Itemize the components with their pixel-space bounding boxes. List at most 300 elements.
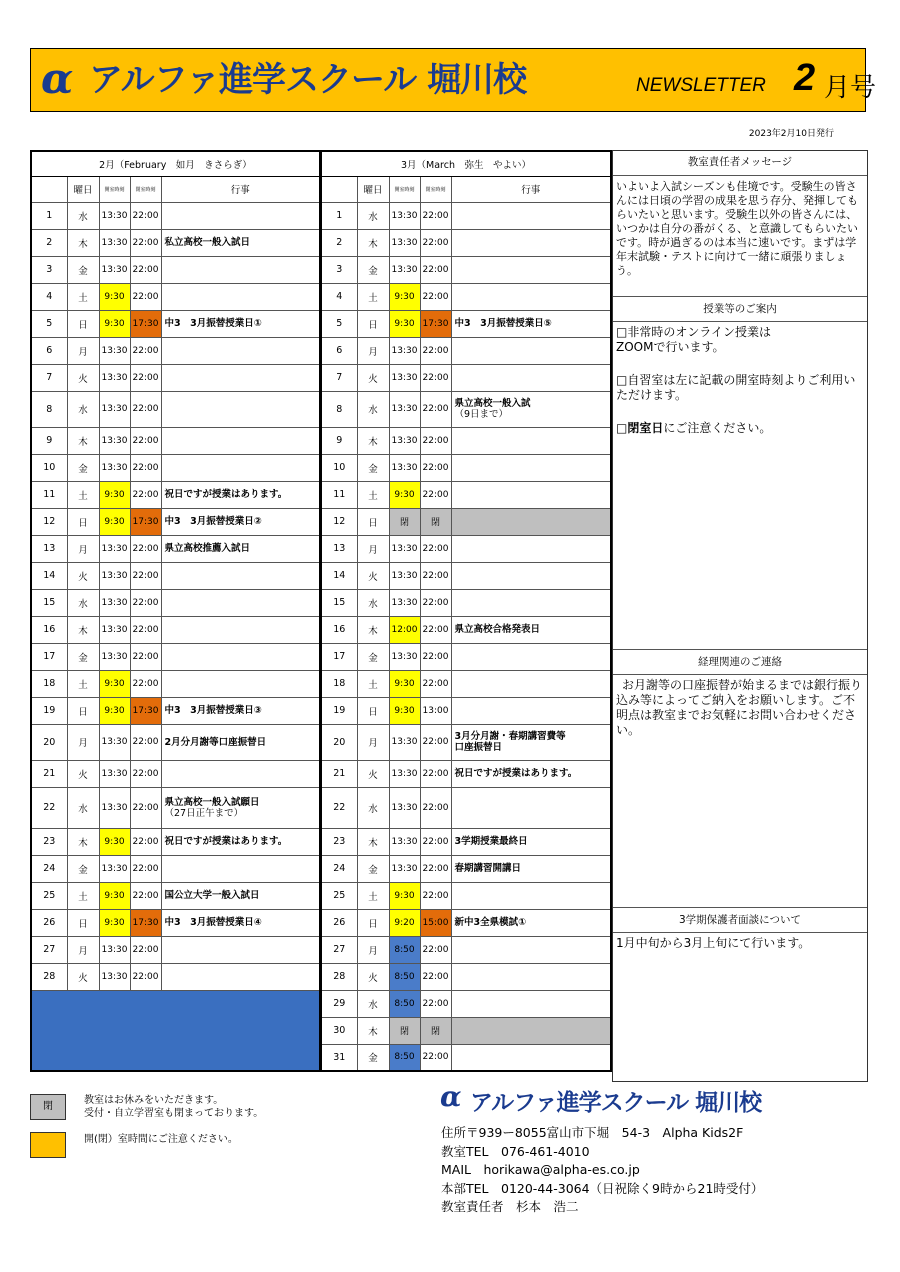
day-number: 8: [31, 391, 67, 427]
weekday: 火: [357, 562, 389, 589]
close-time: 15:00: [420, 909, 451, 936]
close-time: 22:00: [420, 787, 451, 828]
day-number: 3: [31, 256, 67, 283]
weekday: 木: [67, 229, 99, 256]
open-time: 13:30: [99, 616, 130, 643]
event-cell: [161, 697, 320, 724]
close-time: 22:00: [420, 454, 451, 481]
event-cell: [451, 508, 611, 535]
weekday: 水: [67, 589, 99, 616]
open-time: 13:30: [389, 337, 420, 364]
newsletter-suffix: 月号: [824, 73, 877, 103]
event-cell: [451, 310, 611, 337]
event-cell: [451, 481, 611, 508]
weekday: 日: [357, 697, 389, 724]
open-time: 13:30: [389, 229, 420, 256]
weekday: 金: [357, 256, 389, 283]
open-time: 13:30: [99, 202, 130, 229]
close-time-col-header: 閉室時刻: [420, 176, 451, 202]
calendar-row: [31, 229, 320, 256]
day-number: 16: [321, 616, 357, 643]
weekday: 金: [357, 643, 389, 670]
close-time: 22:00: [130, 936, 161, 963]
day-number: 17: [31, 643, 67, 670]
close-time: 閉: [420, 1017, 451, 1044]
weekday: 土: [357, 882, 389, 909]
close-time: 22:00: [420, 643, 451, 670]
day-number: 18: [321, 670, 357, 697]
weekday: 木: [357, 828, 389, 855]
calendar-row: [31, 391, 320, 427]
event-cell: [161, 364, 320, 391]
weekday: 木: [357, 229, 389, 256]
event-cell: [161, 481, 320, 508]
event-cell: [451, 990, 611, 1017]
event-cell: [451, 828, 611, 855]
weekday: 火: [67, 963, 99, 990]
legend-hours-text: 開(閉）室時間にご注意ください。: [84, 1134, 238, 1145]
close-time: 22:00: [420, 724, 451, 760]
calendar-row: [321, 202, 611, 229]
day-number: 20: [31, 724, 67, 760]
event-cell: [161, 562, 320, 589]
close-time: 22:00: [130, 454, 161, 481]
event-cell: [451, 256, 611, 283]
message-body: いよいよ入試シーズンも佳境です。受験生の皆さんには日頃の学習の成果を思う存分、発揮してもらいたいと思います。受験生以外の皆さんには、いつかは自分の番がくる、と意識してもらいたいです。時が過ぎるのは本当に速いです。まずは学年末試験・テストに向けて一緒に頑張りましょう。: [616, 180, 858, 277]
message-heading: 教室責任者メッセージ: [613, 150, 867, 176]
info-column: [612, 150, 868, 1082]
open-time: 13:30: [99, 337, 130, 364]
weekday: 木: [67, 828, 99, 855]
weekday: 金: [357, 1044, 389, 1071]
calendar-row: [31, 787, 320, 828]
close-time: 22:00: [130, 562, 161, 589]
empty-filler-row: [31, 990, 320, 1071]
weekday: 土: [357, 670, 389, 697]
day-number: 14: [321, 562, 357, 589]
meeting-body: 1月中旬から3月上旬にて行います。: [616, 936, 811, 950]
day-number: 27: [31, 936, 67, 963]
meeting-heading: 3学期保護者面談について: [613, 907, 867, 933]
open-time: 13:30: [99, 256, 130, 283]
close-time: 22:00: [420, 283, 451, 310]
weekday: 月: [357, 724, 389, 760]
weekday: 日: [67, 697, 99, 724]
calendar-row: [31, 427, 320, 454]
day-number: 23: [31, 828, 67, 855]
weekday: 金: [357, 855, 389, 882]
calendar-row: [31, 310, 320, 337]
event-cell: [451, 283, 611, 310]
event-cell: [451, 202, 611, 229]
day-number: 17: [321, 643, 357, 670]
weekday: 月: [67, 936, 99, 963]
event-cell: [161, 256, 320, 283]
event-text: 3学期授業最終日: [454, 836, 528, 847]
event-text: 国公立大学一般入試日: [164, 890, 260, 901]
close-time: 22:00: [130, 760, 161, 787]
event-cell: [161, 427, 320, 454]
calendar-row: [31, 364, 320, 391]
events-col-header: 行事: [161, 176, 320, 202]
day-number: 10: [31, 454, 67, 481]
weekday: 土: [67, 670, 99, 697]
close-time: 22:00: [420, 963, 451, 990]
event-cell: [161, 202, 320, 229]
event-cell: [451, 364, 611, 391]
event-cell: [161, 616, 320, 643]
close-time: 22:00: [420, 535, 451, 562]
day-number: 19: [31, 697, 67, 724]
calendar-row: [321, 364, 611, 391]
day-number: 6: [31, 337, 67, 364]
close-time: 22:00: [420, 828, 451, 855]
calendar-row: [321, 697, 611, 724]
issue-date: 2023年2月10日発行: [748, 129, 834, 139]
event-text: 県立高校合格発表日: [454, 624, 541, 635]
event-cell: [161, 454, 320, 481]
event-cell: [161, 787, 320, 828]
open-time: 13:30: [99, 855, 130, 882]
footer-alpha-mark: α: [440, 1080, 462, 1113]
weekday: 日: [67, 508, 99, 535]
close-time: 22:00: [420, 391, 451, 427]
event-cell: [451, 589, 611, 616]
day-number: 2: [321, 229, 357, 256]
calendar-row: [321, 283, 611, 310]
calendar-row: [321, 229, 611, 256]
event-cell: [161, 909, 320, 936]
day-number: 11: [31, 481, 67, 508]
event-subtext: 口座振替日: [454, 742, 503, 753]
weekday: 土: [357, 283, 389, 310]
weekday: 木: [357, 616, 389, 643]
calendar-row: [321, 391, 611, 427]
open-time: 9:30: [99, 828, 130, 855]
event-cell: [161, 283, 320, 310]
event-cell: [451, 909, 611, 936]
day-number: 26: [31, 909, 67, 936]
weekday: 金: [67, 454, 99, 481]
weekday: 木: [67, 427, 99, 454]
close-time: 22:00: [130, 202, 161, 229]
weekday: 金: [357, 454, 389, 481]
open-time: 9:30: [99, 670, 130, 697]
event-cell: [161, 310, 320, 337]
calendar-row: [321, 454, 611, 481]
legend-hours-swatch: [30, 1132, 66, 1158]
calendar-row: [31, 481, 320, 508]
close-time: 22:00: [130, 882, 161, 909]
open-time: 9:30: [389, 283, 420, 310]
event-cell: [451, 337, 611, 364]
weekday: 水: [67, 391, 99, 427]
event-text: 県立高校推薦入試日: [164, 543, 251, 554]
event-cell: [161, 508, 320, 535]
manager-line: 教室責任者 杉本 浩二: [441, 1199, 579, 1214]
calendar-row: [31, 643, 320, 670]
legend-closed-line2: 受付・自立学習室も閉まっております。: [84, 1108, 264, 1119]
open-time: 閉: [389, 1017, 420, 1044]
open-time: 13:30: [389, 364, 420, 391]
day-number: 3: [321, 256, 357, 283]
weekday-col-header: 曜日: [67, 176, 99, 202]
newsletter-month: 2: [794, 57, 816, 99]
accounting-body: お月謝等の口座振替が始まるまでは銀行振り込み等によってご納入をお願いします。ご不明点は教室までお気軽にお問い合わせください。: [616, 678, 863, 737]
day-number: 21: [31, 760, 67, 787]
open-time: 13:30: [99, 454, 130, 481]
day-number: 11: [321, 481, 357, 508]
weekday: 金: [67, 643, 99, 670]
close-time: 22:00: [420, 990, 451, 1017]
open-time: 13:30: [389, 855, 420, 882]
open-time: 13:30: [99, 963, 130, 990]
close-time: 閉: [420, 508, 451, 535]
tel-line: 教室TEL 076-461-4010: [441, 1143, 590, 1159]
open-time: 9:30: [99, 508, 130, 535]
calendar-row: [31, 936, 320, 963]
open-time: 13:30: [389, 202, 420, 229]
event-cell: [451, 963, 611, 990]
day-number: 30: [321, 1017, 357, 1044]
open-time: 9:30: [99, 481, 130, 508]
close-time: 22:00: [130, 589, 161, 616]
alpha-logo-mark: α: [41, 54, 74, 103]
weekday: 火: [357, 963, 389, 990]
calendar-row: [31, 855, 320, 882]
event-cell: [161, 760, 320, 787]
close-time: 22:00: [130, 535, 161, 562]
weekday: 土: [67, 882, 99, 909]
calendar-row: [31, 963, 320, 990]
event-cell: [451, 562, 611, 589]
weekday: 日: [67, 310, 99, 337]
calendar-row: [321, 909, 611, 936]
event-cell: [451, 936, 611, 963]
close-time: 22:00: [420, 562, 451, 589]
open-time: 13:30: [99, 724, 130, 760]
calendar-row: [321, 643, 611, 670]
calendar-row: [321, 787, 611, 828]
event-cell: [161, 963, 320, 990]
guide-item-closed-days: [616, 421, 863, 436]
open-time: 13:30: [389, 724, 420, 760]
calendar-row: [31, 724, 320, 760]
day-number: 26: [321, 909, 357, 936]
event-cell: [451, 670, 611, 697]
weekday: 月: [357, 936, 389, 963]
calendar-row: [31, 562, 320, 589]
open-time: 13:30: [99, 391, 130, 427]
day-col-header: [31, 176, 67, 202]
close-time: 22:00: [420, 337, 451, 364]
empty-filler-block: [31, 990, 320, 1071]
weekday: 月: [357, 337, 389, 364]
close-time: 22:00: [130, 616, 161, 643]
close-time: 22:00: [130, 427, 161, 454]
close-time: 22:00: [420, 760, 451, 787]
close-time: 22:00: [420, 855, 451, 882]
event-cell: [451, 855, 611, 882]
day-number: 28: [321, 963, 357, 990]
event-text: 中3 3月振替授業日③: [164, 705, 262, 716]
calendar-row: [31, 697, 320, 724]
calendar-row: [321, 882, 611, 909]
close-time: 22:00: [130, 670, 161, 697]
close-time: 22:00: [420, 616, 451, 643]
event-cell: [161, 229, 320, 256]
event-cell: [451, 616, 611, 643]
event-text: 私立高校一般入試日: [164, 237, 251, 248]
day-number: 9: [321, 427, 357, 454]
guide-item-online: □非常時のオンライン授業は ZOOMで行います。: [616, 325, 771, 354]
calendar-row: [31, 882, 320, 909]
close-time: 22:00: [420, 1044, 451, 1071]
calendar-row: [321, 616, 611, 643]
calendar-row: [31, 909, 320, 936]
event-cell: [161, 724, 320, 760]
event-cell: [451, 454, 611, 481]
close-time: 22:00: [420, 229, 451, 256]
newsletter-header: [30, 48, 877, 112]
weekday: 月: [67, 724, 99, 760]
mail-line: MAIL horikawa@alpha-es.co.jp: [441, 1162, 640, 1177]
event-cell: [451, 427, 611, 454]
open-time: 9:30: [99, 697, 130, 724]
weekday: 月: [67, 535, 99, 562]
open-time: 9:30: [99, 909, 130, 936]
day-number: 27: [321, 936, 357, 963]
calendar-row: [321, 310, 611, 337]
weekday: 水: [357, 990, 389, 1017]
open-time: 9:30: [99, 310, 130, 337]
weekday: 木: [67, 616, 99, 643]
event-cell: [161, 855, 320, 882]
day-number: 14: [31, 562, 67, 589]
contact-info: [441, 1124, 763, 1217]
day-number: 15: [31, 589, 67, 616]
event-text: 祝日ですが授業はあります。: [164, 489, 288, 500]
newsletter-label: [636, 57, 877, 103]
open-time: 9:30: [99, 283, 130, 310]
event-subtext: （9日まで）: [454, 409, 509, 420]
weekday: 日: [357, 909, 389, 936]
day-number: 25: [31, 882, 67, 909]
close-time: 22:00: [130, 963, 161, 990]
event-cell: [161, 882, 320, 909]
accounting-heading: 経理関連のご連絡: [613, 649, 867, 675]
open-time: 13:30: [389, 787, 420, 828]
day-number: 31: [321, 1044, 357, 1071]
event-text: 新中3全県模試①: [454, 917, 527, 928]
open-time: 8:50: [389, 990, 420, 1017]
guide-heading: 授業等のご案内: [613, 296, 867, 322]
event-cell: [451, 391, 611, 427]
open-time: 13:30: [389, 454, 420, 481]
event-cell: [161, 670, 320, 697]
close-time: 22:00: [130, 337, 161, 364]
open-time: 8:50: [389, 963, 420, 990]
open-time: 12:00: [389, 616, 420, 643]
day-number: 5: [31, 310, 67, 337]
calendar-row: [321, 562, 611, 589]
weekday: 火: [357, 364, 389, 391]
open-time: 9:20: [389, 909, 420, 936]
event-cell: [451, 1017, 611, 1044]
event-cell: [451, 882, 611, 909]
event-subtext: （27日正午まで）: [164, 807, 244, 819]
day-number: 1: [31, 202, 67, 229]
february-title: 2月（February 如月 きさらぎ）: [31, 151, 320, 176]
day-number: 6: [321, 337, 357, 364]
calendar-row: [31, 454, 320, 481]
event-cell: [161, 589, 320, 616]
day-number: 23: [321, 828, 357, 855]
events-col-header: 行事: [451, 176, 611, 202]
weekday: 水: [67, 787, 99, 828]
day-number: 29: [321, 990, 357, 1017]
open-time: 13:30: [99, 936, 130, 963]
weekday: 日: [357, 310, 389, 337]
calendar-row: [321, 1044, 611, 1071]
calendar-row: [31, 256, 320, 283]
event-cell: [161, 337, 320, 364]
checkbox-glyph: □: [616, 421, 628, 435]
guide-item-closed-days-text: にご注意ください。: [663, 421, 772, 435]
close-time: 22:00: [130, 828, 161, 855]
event-text: 春期講習開講日: [454, 863, 522, 874]
event-text: 祝日ですが授業はあります。: [454, 768, 578, 779]
open-time: 13:30: [389, 535, 420, 562]
calendar-row: [31, 589, 320, 616]
day-number: 4: [321, 283, 357, 310]
close-time: 17:30: [130, 697, 161, 724]
close-time: 17:30: [130, 310, 161, 337]
day-number: 24: [31, 855, 67, 882]
weekday: 水: [67, 202, 99, 229]
close-time: 22:00: [130, 643, 161, 670]
day-number: 1: [321, 202, 357, 229]
close-time: 22:00: [420, 427, 451, 454]
open-time: 13:30: [99, 562, 130, 589]
event-cell: [451, 697, 611, 724]
close-time: 22:00: [420, 882, 451, 909]
calendar-row: [31, 283, 320, 310]
day-col-header: [321, 176, 357, 202]
calendar-row: [31, 760, 320, 787]
open-time-col-header: 開室時刻: [389, 176, 420, 202]
weekday: 火: [67, 562, 99, 589]
close-time: 22:00: [420, 202, 451, 229]
close-time: 22:00: [420, 936, 451, 963]
day-number: 5: [321, 310, 357, 337]
weekday: 水: [357, 202, 389, 229]
day-number: 20: [321, 724, 357, 760]
open-time: 9:30: [389, 310, 420, 337]
event-cell: [451, 724, 611, 760]
open-time: 13:30: [99, 643, 130, 670]
day-number: 4: [31, 283, 67, 310]
open-time: 13:30: [99, 427, 130, 454]
open-time: 13:30: [389, 427, 420, 454]
event-text: 祝日ですが授業はあります。: [164, 836, 288, 847]
close-time: 17:30: [130, 909, 161, 936]
day-number: 13: [31, 535, 67, 562]
day-number: 7: [321, 364, 357, 391]
legend-closed-line1: 教室はお休みをいただきます。: [84, 1095, 224, 1106]
day-number: 13: [321, 535, 357, 562]
hq-tel-line: 本部TEL 0120-44-3064（日祝除く9時から21時受付）: [441, 1180, 764, 1196]
